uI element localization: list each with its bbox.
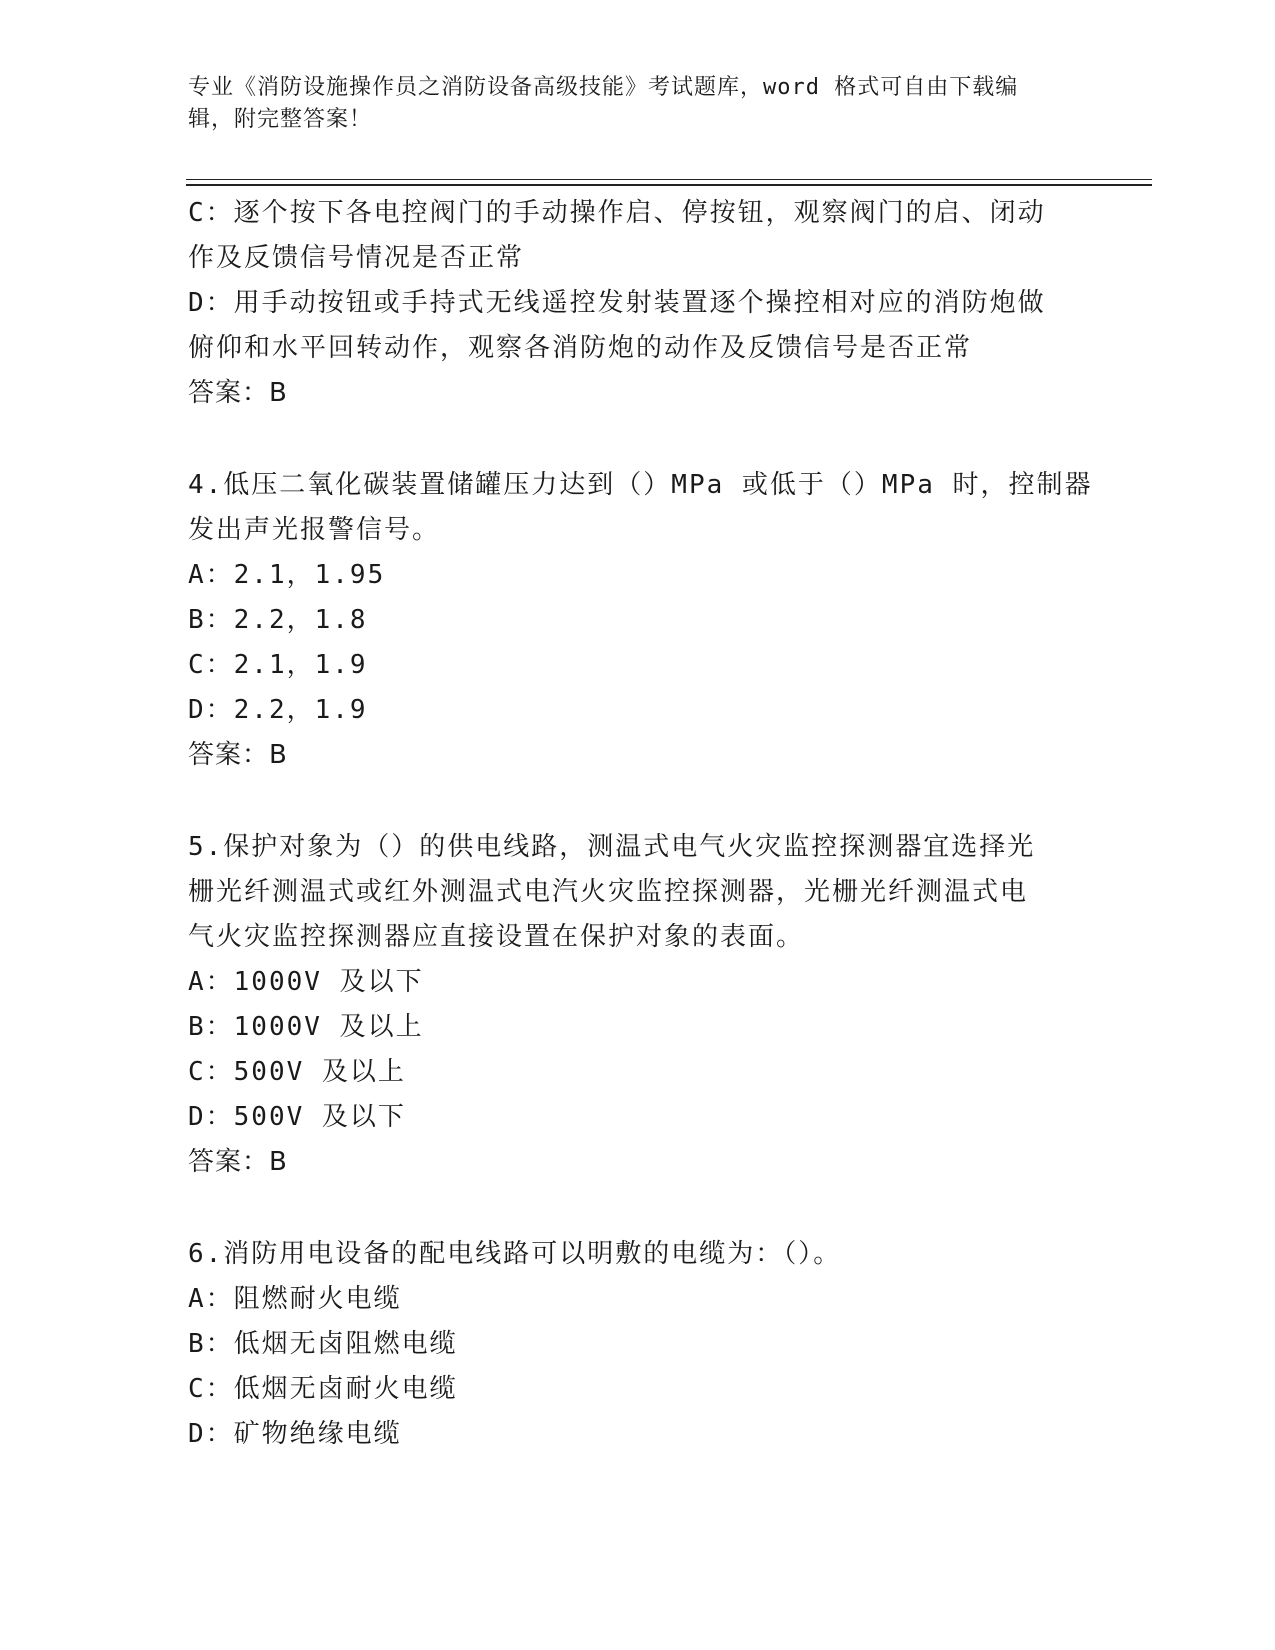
option-a: A：1000V 及以下 [188, 967, 424, 997]
option-c: C：500V 及以上 [188, 1057, 406, 1087]
answer-line: 答案：B [188, 740, 288, 770]
question-stem-line-1: 4.低压二氧化碳装置储罐压力达到（）MPa 或低于（）MPa 时，控制器 [188, 470, 1093, 500]
question-stem-line-3: 气火灾监控探测器应直接设置在保护对象的表面。 [188, 922, 805, 952]
option-d-line-2: 俯仰和水平回转动作，观察各消防炮的动作及反馈信号是否正常 [188, 333, 973, 363]
question-stem-line-1: 6.消防用电设备的配电线路可以明敷的电缆为：（）。 [188, 1239, 842, 1269]
question-6 [188, 1232, 1088, 1457]
question-stem-line-1: 5.保护对象为（）的供电线路，测温式电气火灾监控探测器宜选择光 [188, 832, 1036, 862]
option-d: D：500V 及以下 [188, 1102, 406, 1132]
question-stem-line-2: 发出声光报警信号。 [188, 515, 441, 545]
header-divider-thick [186, 184, 1152, 186]
question-4 [188, 463, 1093, 778]
answer-line: 答案：B [188, 378, 288, 408]
option-b: B：低烟无卤阻燃电缆 [188, 1329, 458, 1359]
option-a: A：2.1，1.95 [188, 560, 386, 590]
spacer [188, 416, 1088, 463]
option-a: A：阻燃耐火电缆 [188, 1284, 402, 1314]
option-c-line-2: 作及反馈信号情况是否正常 [188, 243, 525, 273]
option-b: B：2.2，1.8 [188, 605, 368, 635]
option-c: C：2.1，1.9 [188, 650, 368, 680]
question-stem-line-2: 栅光纤测温式或红外测温式电汽火灾监控探测器，光栅光纤测温式电 [188, 877, 1029, 907]
answer-line: 答案：B [188, 1147, 288, 1177]
option-b: B：1000V 及以上 [188, 1012, 424, 1042]
question-3-tail [188, 191, 1088, 416]
header-line-2: 辑，附完整答案！ [188, 107, 373, 132]
spacer [188, 778, 1088, 825]
header-divider-thin [186, 179, 1152, 180]
option-c-line-1: C：逐个按下各电控阀门的手动操作启、停按钮，观察阀门的启、闭动 [188, 198, 1046, 228]
header-line-1: 专业《消防设施操作员之消防设备高级技能》考试题库，word 格式可自由下载编 [188, 75, 1019, 100]
question-5 [188, 825, 1088, 1185]
question-content [188, 191, 1093, 1457]
option-d: D：矿物绝缘电缆 [188, 1419, 402, 1449]
option-d: D：2.2，1.9 [188, 695, 368, 725]
document-header [188, 72, 1068, 136]
option-c: C：低烟无卤耐火电缆 [188, 1374, 458, 1404]
option-d-line-1: D：用手动按钮或手持式无线遥控发射装置逐个操控相对应的消防炮做 [188, 288, 1046, 318]
spacer [188, 1185, 1088, 1232]
